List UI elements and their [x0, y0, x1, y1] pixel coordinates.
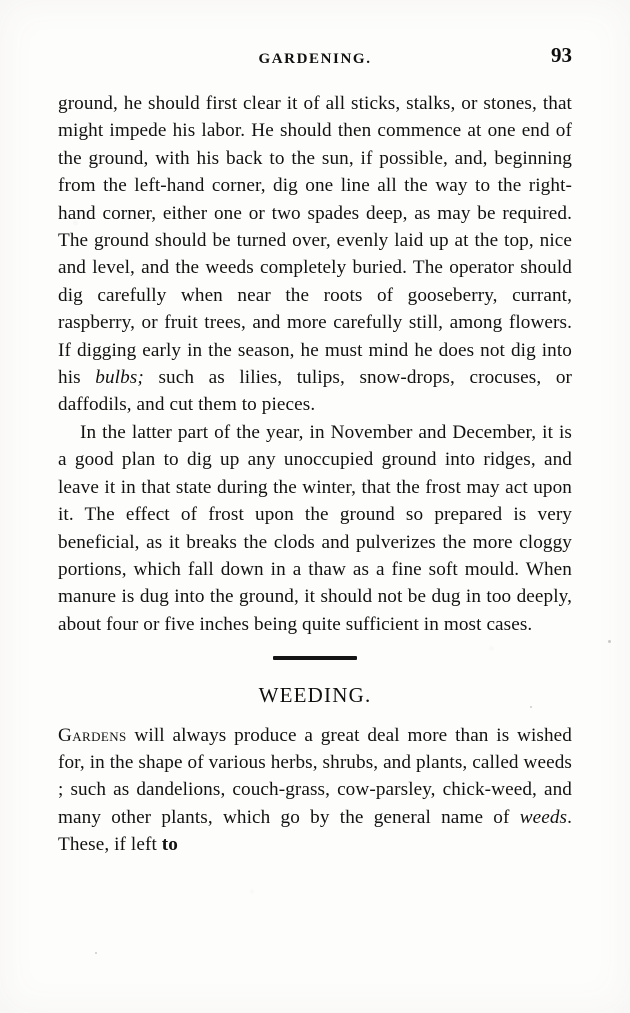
section-paragraph: [58, 722, 572, 859]
section-heading: WEEDING.: [258, 683, 372, 708]
section-paragraph-catchword: to: [161, 834, 178, 856]
section-paragraph-part1: will always produce a great deal more than is wished for, in the shape of various herbs, shrubs, and plants, called weeds ; such as dandelions, couch-grass, cow-parsley, chick-weed, and many other plants, which go by the general name of: [58, 724, 572, 828]
paragraph-1-italic: bulbs;: [95, 367, 144, 389]
running-head: GARDENING.: [258, 51, 372, 67]
paragraph-1-text: ground, he should first clear it of all sticks, stalks, or stones, that might impede his labor. He should then commence at one end of the ground, with his back to the sun, if possible, and, beginning from the left-hand corner, dig one line all the way to the right-hand corner, either one or two spades deep, as may be required. The ground should be turned over, evenly laid up at the top, nice and level, and the weeds completely buried. The operator should dig carefully when near the roots of gooseberry, currant, raspberry, or fruit trees, and more carefully still, among flowers. If digging early in the season, he must mind he does not dig into his: [58, 93, 572, 389]
section-paragraph-part2: . These, if left: [58, 806, 572, 856]
page-number: 93: [551, 43, 572, 67]
paper-speck: [608, 640, 611, 643]
paper-speck: [95, 952, 97, 954]
section-lead-smallcaps: Gardens: [58, 724, 127, 746]
divider-rule: [273, 656, 357, 660]
page-body: [58, 90, 572, 859]
paragraph-1: [58, 90, 572, 419]
section-paragraph-italic: weeds: [519, 806, 568, 828]
paragraph-2-text: In the latter part of the year, in November and December, it is a good plan to dig up any unoccupied ground into ridges, and leave it in that state during the winter, that the frost may act upon it. The effect of frost upon the ground so prepared is very beneficial, as it breaks the clods and pulverizes the more cloggy portions, which fall down in a thaw as a fine soft mould. When manure is dug into the ground, it should not be dug in too deeply, about four or five inches being quite sufficient in most cases.: [58, 421, 572, 635]
paragraph-2: [58, 419, 572, 638]
section-divider: [58, 656, 572, 660]
paragraph-1-text-after: such as lilies, tulips, snow-drops, crocuses, or daffodils, and cut them to pieces.: [58, 367, 572, 416]
page-header: [58, 0, 572, 74]
